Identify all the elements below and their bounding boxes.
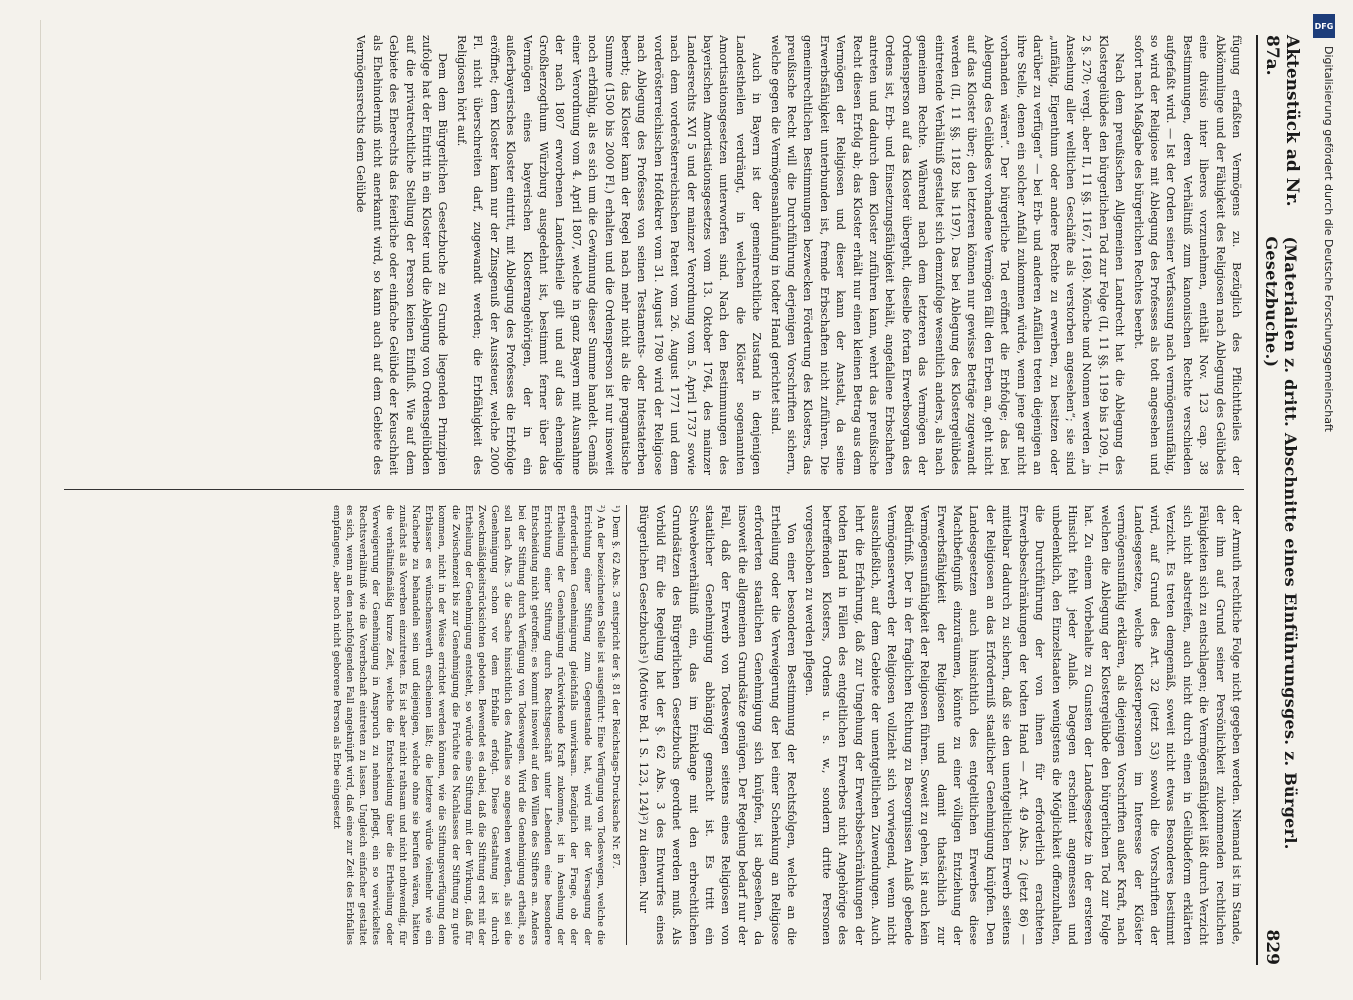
page-header bbox=[1256, 35, 1302, 965]
dfg-logo: DFG bbox=[1313, 14, 1335, 38]
column-divider bbox=[64, 489, 1244, 490]
digitization-sidebar bbox=[1305, 8, 1345, 992]
paragraph: Von einer besonderen Bestimmung der Rechtsfolgen, welche an die Ertheilung oder die Verweigerung der bei einer Schenkung an Religiose erforderten staatlichen Genehmigung sich knüpfen, ist abgesehen, da insoweit die allgemeinen Grundsätze genügen. Der Regelung bedarf nur der Fall, daß der Erwerb von Todeswegen seitens eines Religiosen von staatlicher Genehmigung abhängig gemacht ist. Es tritt ein Schwebeverhältniß ein, das im Einklange mit den erbrechtlichen Grundsätzen des Bürgerlichen Gesetzbuchs geordnet werden muß. Als Vorbild für die Regelung hat der §. 62 Abs. 3 des Entwurfes eines Bürgerlichen Gesetzbuchs¹) (Motive Bd. 1 S. 123, 124)²) zu dienen. Nur bbox=[637, 505, 799, 945]
footnote: ¹) Dem §. 62 Abs. 3 entspricht der §. 81 der Reichstags-Drucksache Nr. 87. bbox=[609, 505, 621, 869]
paragraph: Nach dem preußischen Allgemeinen Landrecht hat die Ablegung des Klostergelübdes den bürgerlichen Tod zur Folge (II, 11 §§. 1199 bis 1209, II, 2 §. 270; vergl. aber II, 11 §§. 1167, 1168). Mönche und Nonnen werden „in Ansehung aller weltlichen Geschäfte als verstorben angesehen“; sie sind „unfähig, Eigenthum oder andere Rechte zu erwerben, zu besitzen oder darüber zu verfügen“ — bei Erb- und anderen Anfällen treten diejenigen an ihre Stelle, denen ein solcher Anfall zukommen würde, wenn jene gar nicht vorhanden wären“. Der bürgerliche Tod eröffnet die Erbfolge; das bei Ablegung des Gelübdes vorhandene Vermögen fällt den Erben an, geht nicht auf das Kloster über; den letzteren können nur gewisse Beträge zugewandt werden (II, 11 §§. 1182 bis 1197). Das bei Ablegung des Klostergelübdes eintretende Verhältniß gestaltet sich demzufolge wesentlich anders, als nach gemeinem Rechte. Während nach dem letzteren das Vermögen der Ordensperson auf das Kloster übergeht, dieselbe fortan Erwerbsorgan des Ordens ist, Erb- und Einsetzungsfähigkeit behält, angefallene Erbschaften antreten und dadurch dem Kloster zuführen kann, wehrt das preußische Recht diesen Erfolg ab; das Kloster erhält nur einen kleinen Betrag aus dem Vermögen der Religiosen und dieser kann der Anstalt, da seine Erwerbsfähigkeit unterbunden ist, fremde Erbschaften nicht zuführen. Die gemeinrechtlichen Bestimmungen bezwecken Förderung des Klosters, das preußische Recht will die Durchführung derjenigen Vorschriften sichern, welche gegen die Vermögensanhäufung in todter Hand gerichtet sind. bbox=[768, 35, 1127, 475]
header-document-ref: Aktenstück ad Nr. 87a. bbox=[1262, 35, 1302, 207]
footnotes bbox=[330, 505, 627, 945]
paragraph: der Armuth rechtliche Folge nicht gegeben werden. Niemand ist im Stande, der ihm auf Grund seiner Persönlichkeit zukommenden rechtlichen Fähigkeiten sich zu entschlagen; die Vermögensfähigkeit läßt durch Verzicht sich nicht abstreifen, auch nicht durch einen in Gelübdeform erklärten Verzicht. Es treten demgemäß, soweit nicht etwas Besonderes bestimmt wird, auf Grund des Art. 32 (jetzt 53) sowohl die Vorschriften der Landesgesetze, welche Klosterpersonen im Interesse der Klöster vermögensunfähig erklären, als diejenigen Vorschriften außer Kraft, nach welchen die Ablegung der Klostergelübde den bürgerlichen Tod zur Folge hat. Zu einem Vorbehalte zu Gunsten der Landesgesetze in der ersteren Hinsicht fehlt jeder Anlaß. Dagegen erscheint angemessen und unbedenklich, den Einzelstaaten wenigstens die Möglichkeit offenzuhalten, die Durchführung der von ihnen für erforderlich erachteten Erwerbsbeschränkungen der todten Hand — Art. 49 Abs. 2 (jetzt 86) — mittelbar dadurch zu sichern, daß sie den unentgeltlichen Erwerb seitens der Religiosen an das Erforderniß staatlicher Genehmigung knüpfen. Den Landesgesetzen auch hinsichtlich des entgeltlichen Erwerbes diese Machtbefugniß einzuräumen, könnte zu einer völligen Entziehung der Erwerbsfähigkeit der Religiosen und damit thatsächlich zur Vermögensunfähigkeit der Religiosen führen. Soweit zu gehen, ist auch kein Bedürfniß. Der in der fraglichen Richtung zu Besorgnissen Anlaß gebende Vermögenserwerb der Religiosen vollzieht sich vorwiegend, wenn nicht ausschließlich, auf dem Gebiete der unentgeltlichen Zuwendungen. Auch lehrt die Erfahrung, daß zur Umgehung der Erwerbsbeschränkungen der todten Hand in Fällen des entgeltlichen Erwerbes nicht Angehörige des betreffenden Klosters, Ordens u. s. w., sondern dritte Personen vorgeschoben zu werden pflegen. bbox=[803, 505, 1243, 945]
footnote: ²) An der bezeichneten Stelle ist ausgeführt: Eine Verfügung von Todeswegen, welche die Errichtung einer Stiftung zum Gegenstande hat, wird mit der Versagung der erforderlichen Genehmigung gleichfalls unwirksam. Bezüglich der Frage, ob der Ertheilung der Genehmigung rückwirkende Kraft zukomme, ist in Ansehung der Errichtung einer Stiftung durch Rechtsgeschäft unter Lebenden eine besondere Entscheidung nicht getroffen; es kommt insoweit auf den Willen des Stifters an. Anders bei der Stiftung durch Verfügung von Todeswegen. Wird die Genehmigung ertheilt, so soll nach Abs. 3 die Sache hinsichtlich des Anfalles so angesehen werden, als sei die Genehmigung schon vor dem Erbfalle erfolgt. Diese Gestaltung ist durch Zweckmäßigkeitsrücksichten geboten. Bewendet es dabei, daß die Stiftung erst mit der Ertheilung der Genehmigung entsteht, so würde eine Stiftung mit der Wirkung, daß für die Zwischenzeit bis zur Genehmigung die Früchte des Nachlasses der Stiftung zu gute kommen, nicht in der Weise errichtet werden können, wie die Stiftungsverfügung dem Erblasser es wünschenswerth erscheinen läßt; die letztere würde vielmehr wie ein Nacherbe zu behandeln sein und diejenigen, welche ohne sie berufen wären, hätten zunächst als Vorerben einzutreten. Es ist aber nicht rathsam und nicht nothwendig, für die verhältnißmäßig kurze Zeit, welche die Entscheidung über die Ertheilung oder Verweigerung der Genehmigung in Anspruch zu nehmen pflegt, ein so verwickeltes Rechtsverhältniß wie die Vorerbschaft eintreten zu lassen. Ungleich einfacher gestaltet es sich, wenn an den nachfolgenden Fall angeknüpft wird, daß eine zur Zeit des Erbfalles empfangene, aber noch nicht geborene Person als Erbe eingesetzt bbox=[330, 505, 606, 945]
left-column bbox=[64, 35, 1244, 475]
header-title: (Materialien z. dritt. Abschnitte eines Einführungsges. z. Bürgerl. Gesetzbuche.) bbox=[1262, 236, 1300, 850]
right-column bbox=[64, 505, 1244, 945]
paragraph: Auch in Bayern ist der gemeinrechtliche Zustand in denjenigen Landestheilen verdrängt, in welchen die Klöster sogenannten Amortisationsgesetzen unterworfen sind. Nach den Bestimmungen des bayerischen Amortisationsgesetzes vom 13. Oktober 1764, des mainzer Landesrechts XVI 5 und der mainzer Verordnung vom 5. April 1737 sowie nach dem vorderösterreichischen Patent vom 26. August 1771 und dem vorderösterreichischen Hofdekret vom 31. August 1780 wird der Religiose nach Ablegung des Professes von seinen Testaments- oder Intestaterben beerbt; das Kloster kann der Regel nach mehr nicht als die pragmatische Summe (1500 bis 2000 Fl.) erhalten und die Ordensperson ist nur insoweit noch erbfähig, als es sich um die Gewinnung dieser Summe handelt. Gemäß einer Verordnung vom 4. April 1807, welche in ganz Bayern mit Ausnahme der nach 1807 erworbenen Landestheile gilt und auf das ehemalige Großherzogthum Würzburg ausgedehnt ist, bestimmt ferner über das Vermögen eines bayerischen Klosterangehörigen, der in ein außerbayerisches Kloster eintritt, mit Ablegung des Professes die Erbfolge eröffnet; dem Kloster kann nur der Zinsgenuß der Aussteuer, welche 2000 Fl. nicht überschreiten darf, zugewandt werden; die Erbfähigkeit des Religiosen hört auf. bbox=[454, 35, 764, 475]
page-number: 829 bbox=[1262, 929, 1282, 965]
paragraph: fügung erfaßten Vermögens zu. Bezüglich des Pflichttheiles der Abkömmlinge und der Fähigkeit des Religiosen nach Ablegung des Gelübdes eine divisio inter liberos vorzunehmen, enthält Nov. 123 cap. 38 Bestimmungen, deren Verhältniß zum kanonischen Rechte verschieden aufgefaßt wird. — Ist der Orden seiner Verfassung nach vermögensunfähig, so wird der Religiose mit Ablegung des Professes als todt angesehen und sofort nach Maßgabe des bürgerlichen Rechtes beerbt. bbox=[1131, 35, 1243, 475]
paragraph: Dem dem Bürgerlichen Gesetzbuche zu Grunde liegenden Prinzipien zufolge hat der Eintritt in ein Kloster und die Ablegung von Ordensgelübden auf die privatrechtliche Stellung der Person keinen Einfluß. Wie auf dem Gebiete des Eherechts das feierliche oder einfache Gelübde der Keuschheit als Ehehinderniß nicht anerkannt wird, so kann auch auf dem Gebiete des Vermögensrechts dem Gelübde bbox=[354, 35, 450, 475]
digitization-credit: Digitalisierung gefördert durch die Deutsche Forschungsgemeinschaft bbox=[1322, 46, 1335, 432]
document-page bbox=[50, 35, 1302, 965]
